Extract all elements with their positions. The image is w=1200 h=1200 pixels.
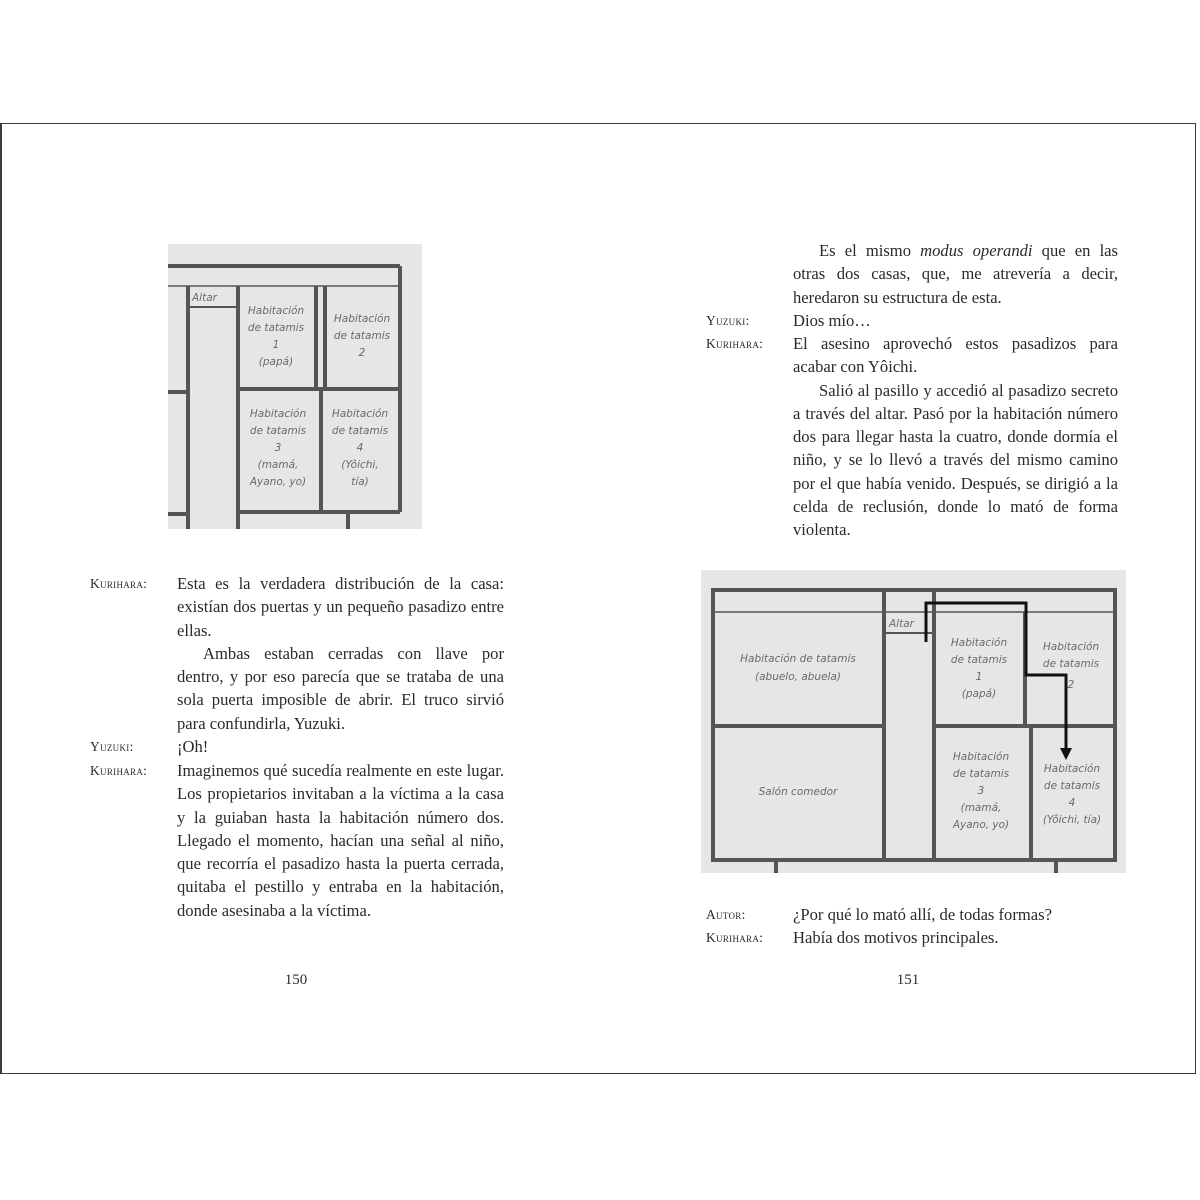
- svg-text:2: 2: [358, 347, 366, 359]
- svg-text:2: 2: [1067, 679, 1075, 691]
- svg-text:Altar: Altar: [889, 618, 914, 630]
- page-number: 150: [284, 972, 308, 988]
- dialogue-text: [177, 572, 504, 735]
- svg-text:de tatamis: de tatamis: [247, 322, 305, 334]
- svg-text:(papá): (papá): [258, 356, 294, 368]
- paragraph-text: Es el mismo: [819, 241, 921, 260]
- svg-text:de tatamis: de tatamis: [952, 768, 1010, 780]
- dialogue-text: [793, 926, 1123, 949]
- svg-text:(abuelo, abuela): (abuelo, abuela): [755, 671, 841, 683]
- arrow-head-icon: [1060, 748, 1072, 760]
- italic-term: modus operandi: [920, 241, 1033, 260]
- paragraph: ¿Por qué lo mató allí, de todas formas?: [793, 905, 1052, 924]
- svg-text:Habitación: Habitación: [249, 408, 307, 420]
- speaker-label: Kurihara:: [90, 576, 148, 591]
- svg-text:tía): tía): [351, 476, 369, 488]
- page-number: 151: [896, 972, 920, 988]
- svg-text:Salón comedor: Salón comedor: [758, 786, 838, 798]
- svg-text:Habitación: Habitación: [952, 751, 1010, 763]
- book-spread-frame: [0, 123, 1196, 1074]
- speaker-label: Kurihara:: [706, 336, 764, 351]
- speaker-label: Yuzuki:: [706, 313, 750, 328]
- speaker-label: Kurihara:: [90, 763, 148, 778]
- floor-plan-figure-right: [701, 570, 1126, 873]
- floor-plan-figure-left: [168, 244, 422, 529]
- svg-text:4: 4: [1068, 797, 1076, 809]
- svg-text:4: 4: [356, 442, 364, 454]
- svg-text:(mamá,: (mamá,: [960, 802, 1002, 814]
- svg-text:1: 1: [272, 339, 280, 351]
- paragraph: Salió al pasillo y accedió al pasadizo secreto a través del altar. Pasó por la habitación número dos para llegar hasta la cuatro, donde dormía el niño, y se lo llevó a través del mismo camino por el que había venido. Después, se dirigió a la celda de reclusión, donde lo mató de forma violenta.: [793, 380, 1118, 540]
- svg-text:1: 1: [975, 671, 983, 683]
- svg-text:de tatamis: de tatamis: [331, 425, 389, 437]
- paragraph: Esta es la verdadera distribución de la casa: existían dos puertas y un pequeño pasadizo entre ellas.: [177, 574, 504, 640]
- dialogue-text: [177, 759, 504, 922]
- svg-text:Habitación: Habitación: [333, 313, 391, 325]
- svg-text:3: 3: [977, 785, 985, 797]
- dialogue-text: [177, 735, 504, 758]
- svg-text:Ayano, yo): Ayano, yo): [249, 476, 307, 488]
- paragraph: Había dos motivos principales.: [793, 928, 999, 947]
- svg-text:Habitación: Habitación: [1042, 641, 1100, 653]
- svg-text:Altar: Altar: [192, 292, 217, 304]
- svg-text:Habitación: Habitación: [247, 305, 305, 317]
- svg-text:(Yôichi,: (Yôichi,: [341, 459, 379, 471]
- opening-paragraph: [793, 239, 1118, 309]
- svg-text:Habitación: Habitación: [950, 637, 1008, 649]
- paragraph: El asesino aprovechó estos pasadizos para acabar con Yôichi.: [793, 334, 1118, 377]
- dialogue-text: [793, 903, 1123, 926]
- floor-plan-drawing: [701, 570, 1126, 873]
- speaker-label: Kurihara:: [706, 930, 764, 945]
- paragraph-text: que en las otras dos casas, que, me atrevería a decir, heredaron su estructura de esta.: [793, 241, 1118, 307]
- floor-plan-drawing: [168, 244, 422, 529]
- svg-text:Habitación: Habitación: [331, 408, 389, 420]
- svg-text:Ayano, yo): Ayano, yo): [952, 819, 1010, 831]
- svg-text:Habitación de tatamis: Habitación de tatamis: [740, 653, 856, 665]
- paragraph: ¡Oh!: [177, 737, 209, 756]
- paragraph: Dios mío…: [793, 311, 871, 330]
- svg-text:de tatamis: de tatamis: [1042, 658, 1100, 670]
- svg-text:de tatamis: de tatamis: [950, 654, 1008, 666]
- svg-text:(Yôichi, tía): (Yôichi, tía): [1042, 814, 1102, 826]
- dialogue-text: [793, 309, 1118, 332]
- speaker-label: Autor:: [706, 907, 746, 922]
- svg-text:Habitación: Habitación: [1043, 763, 1101, 775]
- paragraph: Ambas estaban cerradas con llave por dentro, y por eso parecía que se trataba de una sola puerta imposible de abrir. El truco sirvió para confundirla, Yuzuki.: [177, 643, 504, 733]
- svg-text:(mamá,: (mamá,: [257, 459, 299, 471]
- svg-text:(papá): (papá): [961, 688, 997, 700]
- paragraph: Imaginemos qué sucedía realmente en este lugar. Los propietarios invitaban a la víctima a la casa y la guiaban hasta la habitación número dos. Llegado el momento, hacían una señal al niño, que recorría el pasadizo hasta la puerta cerrada, quitaba el pestillo y entraba en la habitación, donde asesinaba a la víctima.: [177, 761, 504, 920]
- svg-text:de tatamis: de tatamis: [333, 330, 391, 342]
- svg-text:3: 3: [274, 442, 282, 454]
- svg-text:de tatamis: de tatamis: [249, 425, 307, 437]
- dialogue-text: [793, 332, 1118, 542]
- speaker-label: Yuzuki:: [90, 739, 134, 754]
- svg-text:de tatamis: de tatamis: [1043, 780, 1101, 792]
